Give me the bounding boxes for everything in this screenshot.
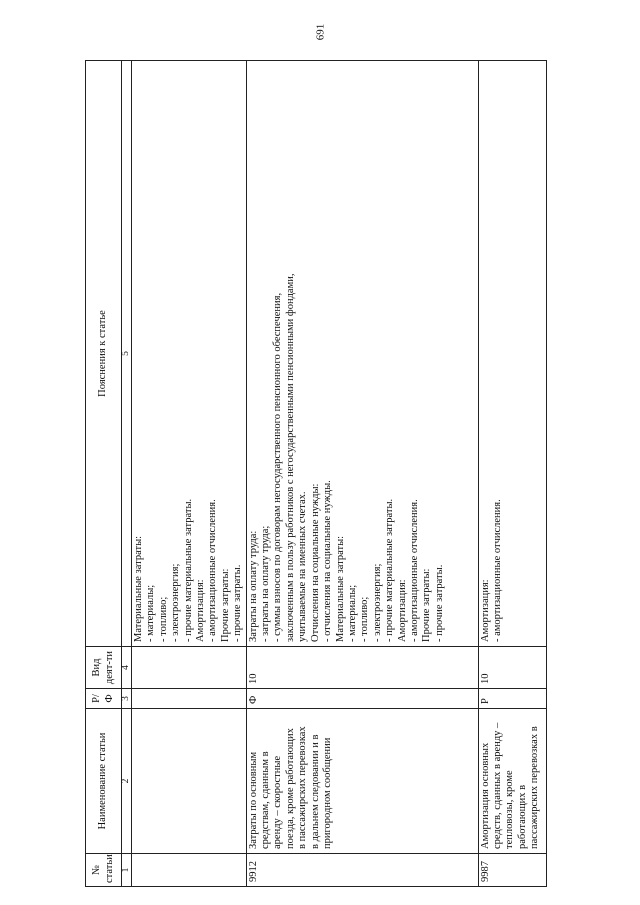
article-name-line: в дальнем следовании и в [309, 734, 321, 849]
article-name-line: пассажирских перевозках в [529, 726, 541, 849]
explanation-line: - материалы; [346, 584, 358, 642]
header-rf: Р/ Ф [86, 689, 122, 709]
explanation-line: заключенным в пользу работников с негосударственными пенсионными фондами, [284, 273, 296, 642]
article-name-line: Амортизация основных [479, 742, 491, 849]
article-name-cell [246, 709, 478, 854]
table-row [246, 61, 478, 887]
explanation-line: - топливо; [157, 596, 169, 642]
column-number: 3 [122, 689, 132, 709]
header-article-name: Наименование статьи [86, 709, 122, 854]
explanation-line: - отчисления на социальные нужды. [322, 480, 334, 642]
header-activity-type: Вид деят-ти [86, 647, 122, 689]
article-number: 9912 [247, 861, 259, 882]
rotated-table-container [85, 61, 540, 887]
article-name-line: аренду – скоростные [272, 755, 284, 849]
explanation-line: Материальные затраты: [133, 535, 144, 642]
article-name-line: средств, сданных в аренду – [492, 722, 504, 849]
column-number: 1 [122, 854, 132, 887]
explanation-line: - затраты на оплату труда; [260, 525, 272, 642]
article-name-line: Затраты по основным [247, 751, 259, 849]
explanation-line: Отчисления на социальные нужды: [309, 483, 321, 642]
explanation-line: - материалы; [145, 584, 157, 642]
column-number: 2 [122, 709, 132, 854]
column-number-row [122, 61, 132, 887]
header-row [86, 61, 122, 887]
page-number: 691 [314, 23, 326, 41]
explanation-line: Затраты на оплату труда: [247, 530, 259, 642]
explanation-line: - прочие затраты. [232, 564, 244, 642]
rf-value: Ф [247, 695, 259, 704]
activity-type-value: 10 [247, 673, 259, 684]
activity-type-cell [246, 647, 478, 689]
articles-table [85, 60, 547, 887]
header-article-number: № статьи [86, 854, 122, 887]
explanation-line: - амортизационные отчисления. [408, 499, 420, 642]
explanation-line: - амортизационные отчисления. [492, 499, 504, 642]
table-row [478, 61, 546, 887]
activity-type-value: 10 [479, 673, 491, 684]
column-number: 4 [122, 647, 132, 689]
table-row [132, 61, 247, 887]
explanation-line: Амортизация: [195, 579, 207, 642]
explanation-line: - суммы взносов по договорам негосударственного пенсионного обеспечения, [272, 292, 284, 642]
activity-type-cell [132, 647, 247, 689]
explanation-line: Амортизация: [479, 579, 491, 642]
article-name-line: средствам, сданным в [260, 751, 272, 849]
article-name-line: пригородном сообщении [322, 737, 334, 849]
article-name-line: в пассажирских перевозках [297, 726, 309, 849]
header-explanations: Пояснения к статье [86, 61, 122, 647]
rf-cell [478, 689, 546, 709]
explanation-line: Прочие затраты: [219, 568, 231, 642]
explanation-line: Прочие затраты: [421, 568, 433, 642]
article-number-cell [132, 854, 247, 887]
article-name-cell [478, 709, 546, 854]
explanation-line: - прочие материальные затраты. [384, 498, 396, 642]
explanation-cell [246, 61, 478, 647]
explanation-line: Материальные затраты: [334, 535, 346, 642]
explanation-line: - электроэнергия; [371, 563, 383, 642]
rf-value: Р [479, 698, 491, 704]
column-number: 5 [122, 61, 132, 647]
explanation-line: - прочие затраты. [433, 564, 445, 642]
explanation-line: - амортизационные отчисления. [207, 499, 219, 642]
article-name-cell [132, 709, 247, 854]
explanation-line: - прочие материальные затраты. [182, 498, 194, 642]
article-name-line: поезда, кроме работающих [284, 728, 296, 849]
rf-cell [246, 689, 478, 709]
article-name-line: работающих в [516, 784, 528, 849]
article-name-line: тепловозы, кроме [504, 770, 516, 849]
explanation-line: - электроэнергия; [170, 563, 182, 642]
activity-type-cell [478, 647, 546, 689]
rf-cell [132, 689, 247, 709]
explanation-line: Амортизация: [396, 579, 408, 642]
explanation-line: - топливо; [359, 596, 371, 642]
explanation-line: учитываемые на именных счетах. [297, 491, 309, 642]
explanation-cell [478, 61, 546, 647]
article-number-cell [246, 854, 478, 887]
explanation-cell [132, 61, 247, 647]
article-number-cell [478, 854, 546, 887]
article-number: 9987 [479, 861, 491, 882]
